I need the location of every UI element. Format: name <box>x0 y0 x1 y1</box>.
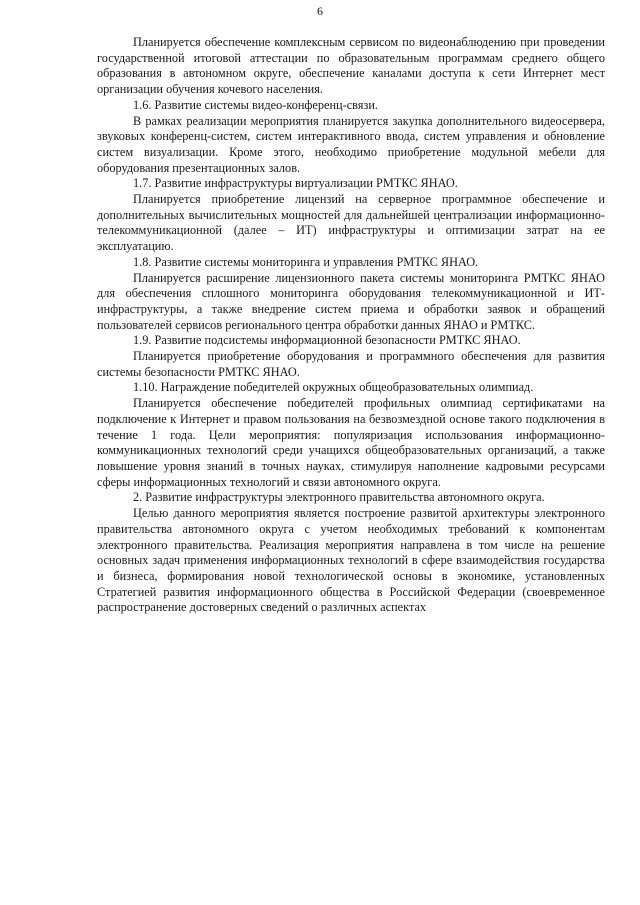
section-heading-1-8: 1.8. Развитие системы мониторинга и управления РМТКС ЯНАО. <box>133 254 479 269</box>
page-number: 6 <box>317 4 323 18</box>
section-heading-1-6: 1.6. Развитие системы видео-конференц-связи. <box>133 97 378 112</box>
paragraph-monitoring: Планируется расширение лицензионного пакета системы мониторинга РМТКС ЯНАО для обеспечения сплошного мониторинга оборудования телекоммуникационной и ИТ-инфраструктуры, а также внедрение систем приема и обработки заявок и обращений пользователей сервисов регионального центра обработки данных ЯНАО и РМТКС. <box>97 270 605 332</box>
section-heading-1-7: 1.7. Развитие инфраструктуры виртуализации РМТКС ЯНАО. <box>133 176 458 191</box>
section-heading-1-10: 1.10. Награждение победителей окружных общеобразовательных олимпиад. <box>133 380 534 395</box>
paragraph-videoconference: В рамках реализации мероприятия планируется закупка дополнительного видеосервера, звуковых конференц-систем, систем интерактивного ввода, систем управления и обновление систем визуализации. Кроме этого, необходимо приобретение модульной мебели для оборудования презентационных залов. <box>97 113 605 175</box>
paragraph-olympiad-winners: Планируется обеспечение победителей профильных олимпиад сертификатами на подключение к Интернет и правом пользования на безвозмездной основе такого подключения в течение 1 года. Цели мероприятия: популяризация использования информационно-коммуникационных технологий среди учащихся общеобразовательных организаций, а также повышение уровня знаний в точных науках, стимулируя наполнение кадровыми ресурсами сферы информационных технологий и связи автономного округа. <box>97 396 605 489</box>
paragraph-video-surveillance: Планируется обеспечение комплексным сервисом по видеонаблюдению при проведении государственной итоговой аттестации по образовательным программам среднего общего образования в автономном округе, обеспечение каналами доступа к сети Интернет мест организации обучения кочевого населения. <box>97 35 605 97</box>
paragraph-virtualization: Планируется приобретение лицензий на серверное программное обеспечение и дополнительных вычислительных мощностей для дальнейшей централизации информационно-телекоммуникационной (далее – ИТ) инфраструктуры и оптимизации затрат на ее эксплуатацию. <box>97 192 605 254</box>
paragraph-e-government: Целью данного мероприятия является построение развитой архитектуры электронного правительства автономного округа с учетом необходимых требований к компонентам электронного правительства. Реализация мероприятия направлена в том числе на решение основных задач применения информационных технологий в сфере взаимодействия государства и бизнеса, формирования новой технологической основы в экономике, установленных Стратегией развития информационного общества в Российской Федерации (своевременное распространение достоверных сведений о различных аспектах <box>97 506 605 615</box>
document-body <box>97 35 605 616</box>
paragraph-security: Планируется приобретение оборудования и программного обеспечения для развития системы безопасности РМТКС ЯНАО. <box>97 349 605 379</box>
section-heading-1-9: 1.9. Развитие подсистемы информационной безопасности РМТКС ЯНАО. <box>133 333 521 348</box>
section-heading-2: 2. Развитие инфраструктуры электронного правительства автономного округа. <box>133 490 545 505</box>
